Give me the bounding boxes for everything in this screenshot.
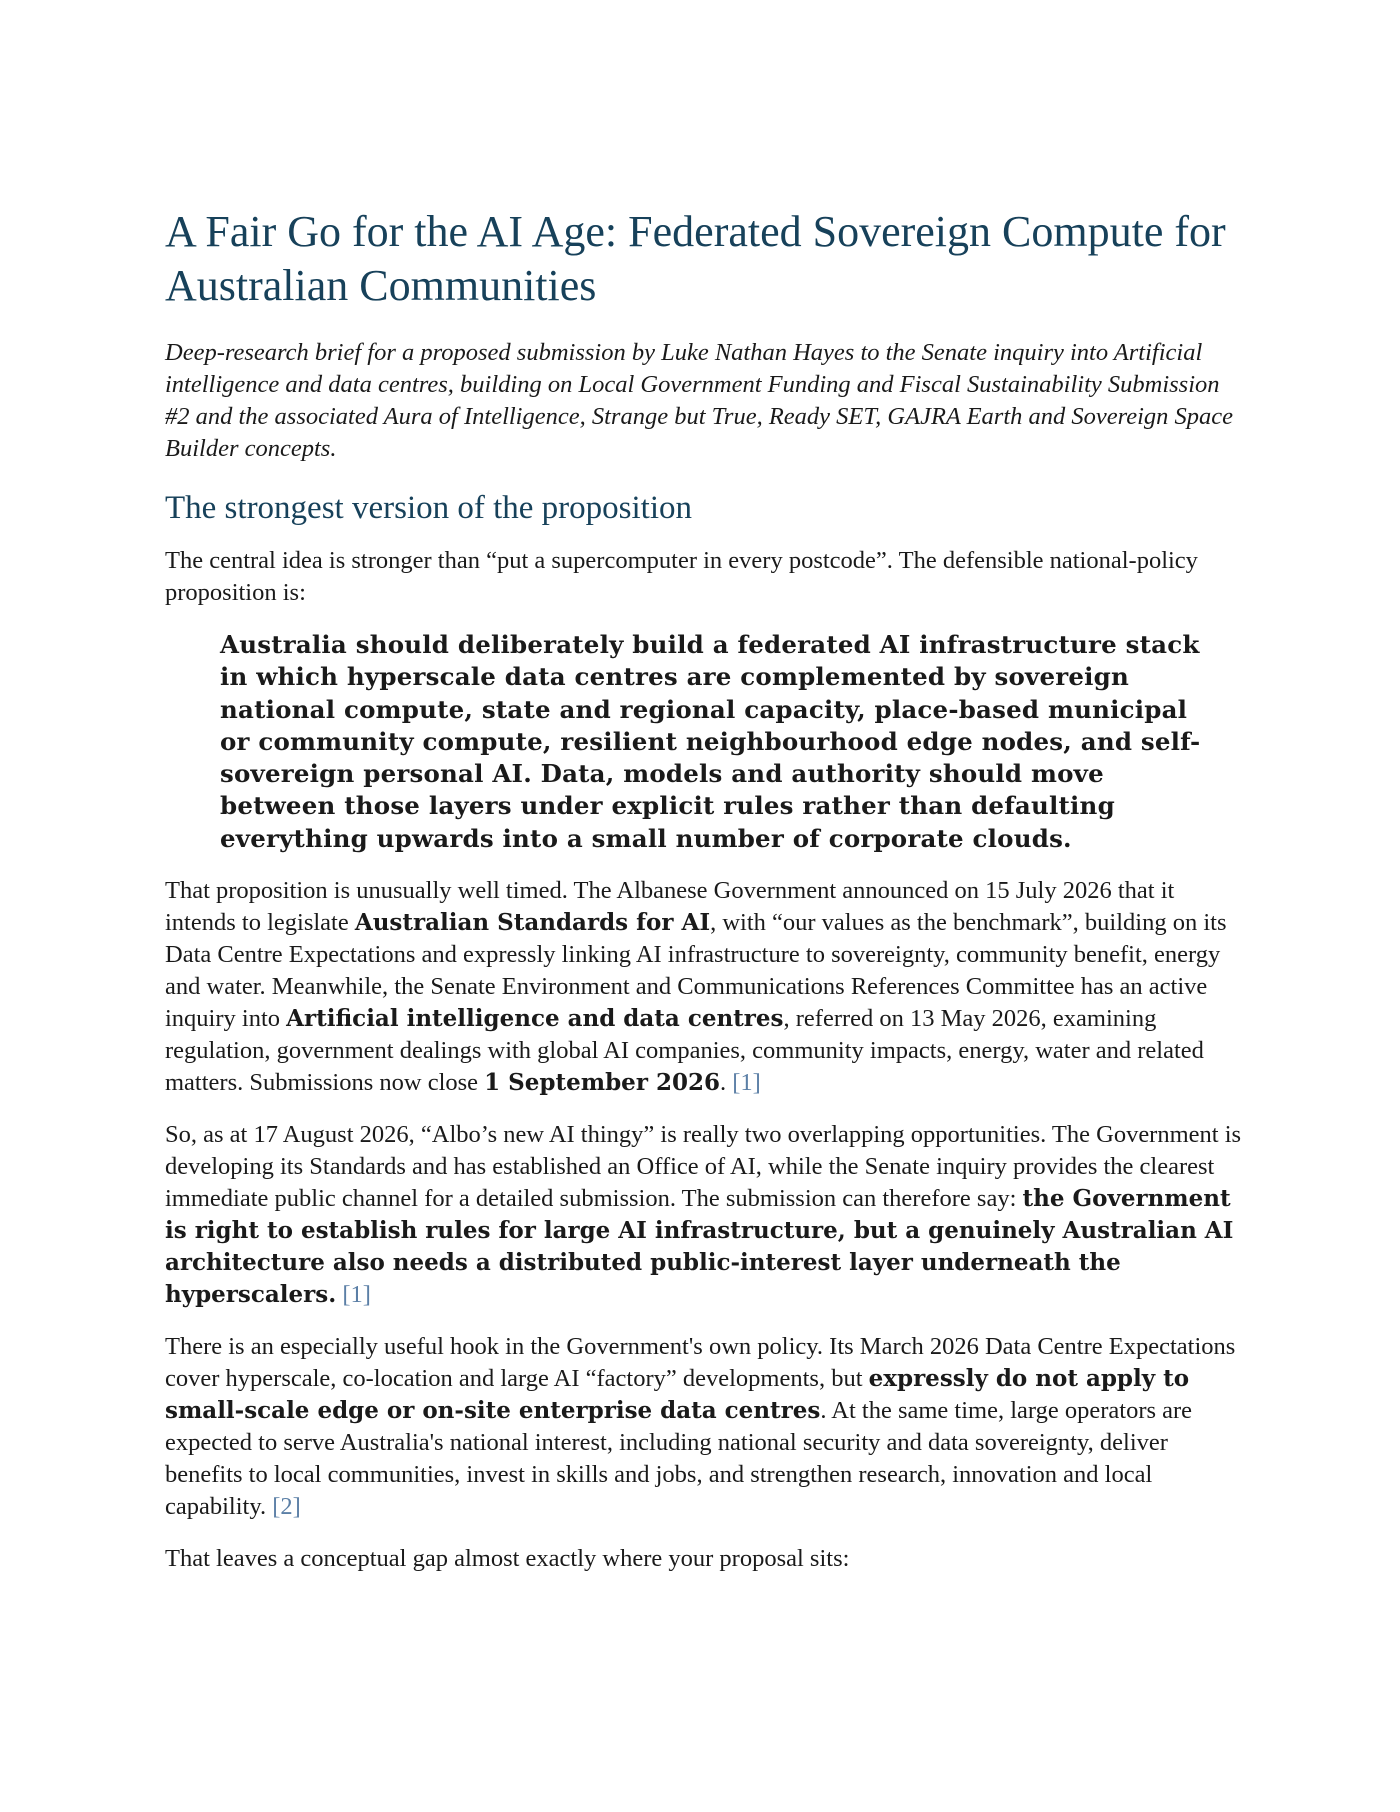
text-run: .	[719, 1069, 733, 1097]
text-run: . At the same time, large operators are expected to serve Australia's national interest, including national security and data sovereignty, deliver benefits to local communities, invest in skills and jobs, and strengthen research, innovation and local capability.	[165, 1397, 1193, 1521]
document-page	[165, 205, 1245, 1595]
text-run: , with “our values as the benchmark”, building on its Data Centre Expectations and expressly linking AI infrastructure to sovereignty, community benefit, energy and water. Meanwhile, the Senate Environment and Communications References Committee has an active inquiry into	[165, 909, 1227, 1033]
reference-link[interactable]: [2]	[272, 1493, 301, 1521]
emphasis-date: 1 September 2026	[484, 1069, 720, 1097]
paragraph-policy-hook	[165, 1331, 1245, 1523]
paragraph-timing	[165, 875, 1245, 1099]
section-heading: The strongest version of the proposition	[165, 490, 693, 526]
emphasis-inquiry: Artificial intelligence and data centres	[286, 1005, 784, 1033]
emphasis-exemption: expressly do not apply to small-scale edge or on-site enterprise data centres	[165, 1365, 1190, 1425]
reference-link[interactable]: [1]	[732, 1069, 761, 1097]
paragraph-opportunities	[165, 1119, 1245, 1311]
text-run: So, as at 17 August 2026, “Albo’s new AI thingy” is really two overlapping opportunities. The Government is developing its Standards and has established an Office of AI, while the Senate inquiry provides the clearest immediate public channel for a detailed submission. The submission can therefore say:	[165, 1121, 1242, 1213]
paragraph-intro: The central idea is stronger than “put a supercomputer in every postcode”. The defensible national-policy proposition is:	[165, 547, 1198, 606]
emphasis-standards: Australian Standards for AI	[354, 909, 711, 937]
reference-link[interactable]: [1]	[342, 1281, 371, 1309]
text-run: That proposition is unusually well timed. The Albanese Government announced on 15 July 2026 that it intends to legislate	[165, 877, 1175, 937]
paragraph-gap: That leaves a conceptual gap almost exactly where your proposal sits:	[165, 1545, 850, 1573]
proposition-quote: Australia should deliberately build a federated AI infrastructure stack in which hyperscale data centres are complemented by sovereign national compute, state and regional capacity, place-based municipal or community compute, resilient neighbourhood edge nodes, and self-sovereign personal AI. Data, models and authority should move between those layers under explicit rules rather than defaulting everything upwards into a small number of corporate clouds.	[220, 630, 1201, 853]
text-run: There is an especially useful hook in the Government's own policy. Its March 2026 Data Centre Expectations cover hyperscale, co-location and large AI “factory” developments, but	[165, 1333, 1236, 1393]
document-subtitle: Deep-research brief for a proposed submission by Luke Nathan Hayes to the Senate inquiry into Artificial intelligence and data centres, building on Local Government Funding and Fiscal Sustainability Submission #2 and the associated Aura of Intelligence, Strange but True, Ready SET, GAJRA Earth and Sovereign Space Builder concepts.	[165, 339, 1234, 462]
emphasis-key-claim: the Government is right to establish rules for large AI infrastructure, but a genuinely Australian AI architecture also needs a distributed public-interest layer underneath the hyperscalers.	[165, 1185, 1234, 1309]
document-title: A Fair Go for the AI Age: Federated Sovereign Compute for Australian Communities	[165, 207, 1226, 310]
text-run: , referred on 13 May 2026, examining regulation, government dealings with global AI companies, community impacts, energy, water and related matters. Submissions now close	[165, 1005, 1204, 1097]
